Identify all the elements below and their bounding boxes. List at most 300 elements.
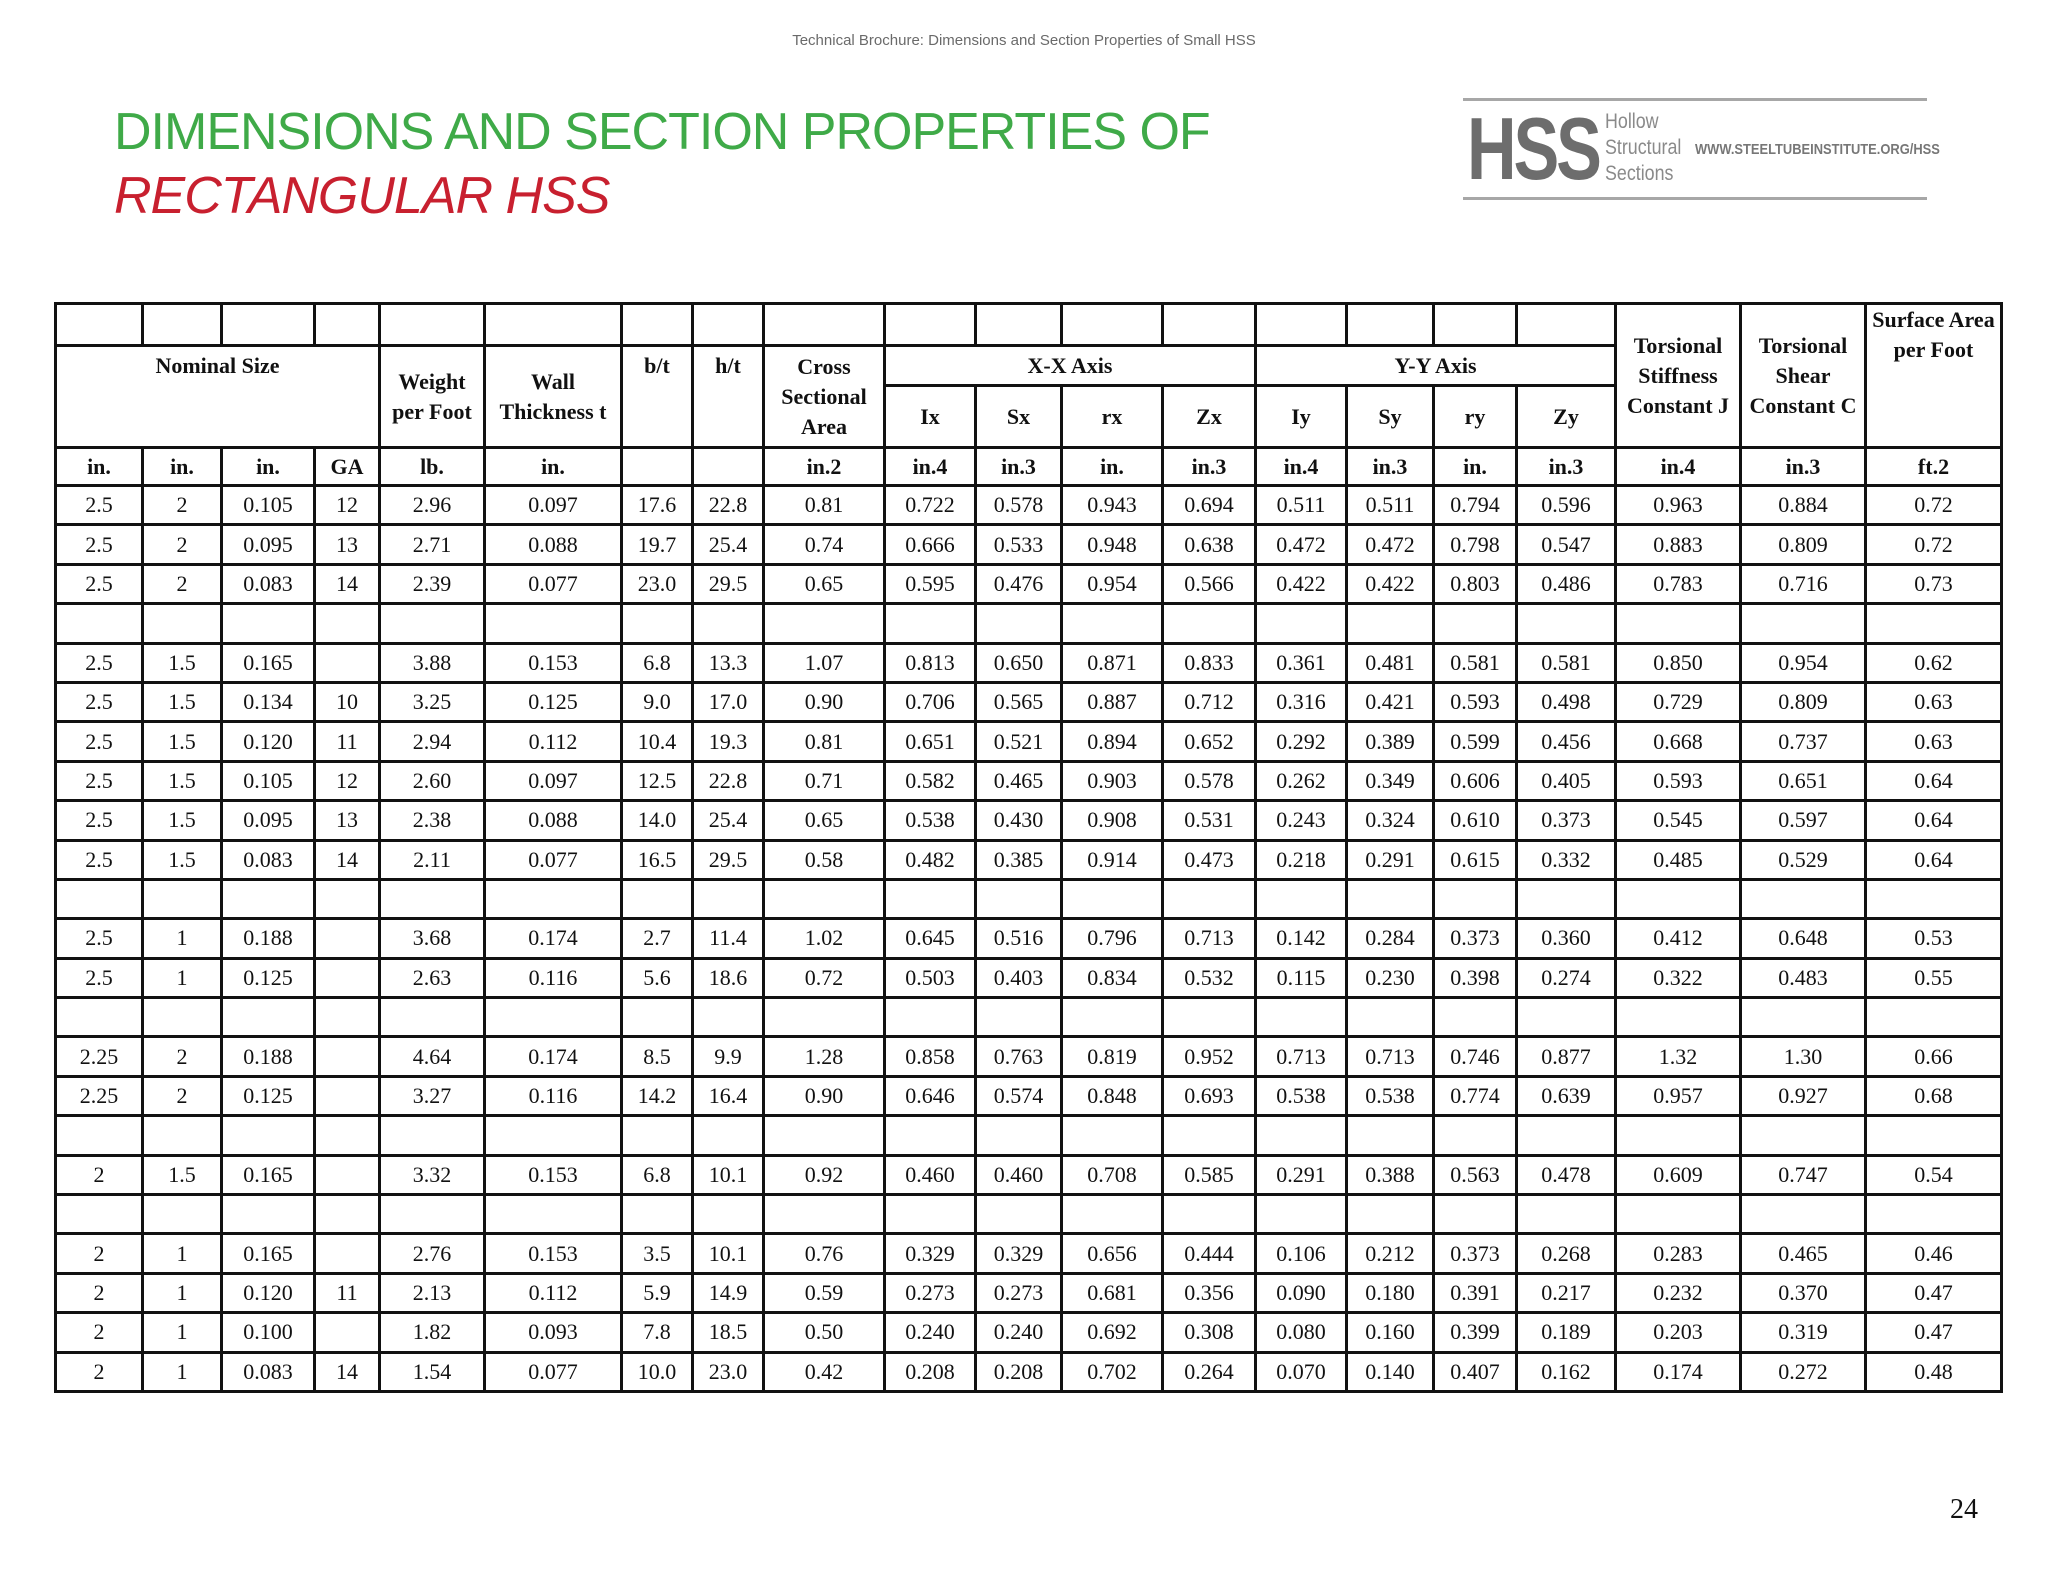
table-cell: 0.516: [976, 919, 1062, 958]
table-cell: [1616, 879, 1741, 918]
table-cell: 0.456: [1517, 722, 1616, 761]
table-cell: 29.5: [693, 840, 764, 879]
table-cell: [1616, 1195, 1741, 1234]
table-row: [56, 1313, 2002, 1352]
table-cell: 0.81: [764, 722, 885, 761]
table-cell: 14: [315, 840, 380, 879]
table-cell: [380, 998, 485, 1037]
header-blank-cell: [693, 304, 764, 346]
header-iy: Iy: [1256, 386, 1347, 448]
table-cell: 0.692: [1062, 1313, 1163, 1352]
table-cell: 1: [143, 1234, 222, 1273]
table-cell: 10.4: [622, 722, 693, 761]
hss-logo-words: [1605, 109, 1695, 187]
table-cell: 0.71: [764, 761, 885, 800]
table-cell: [693, 1116, 764, 1155]
table-cell: [1163, 998, 1256, 1037]
table-cell: [315, 998, 380, 1037]
table-cell: 0.153: [485, 643, 622, 682]
table-cell: 0.638: [1163, 525, 1256, 564]
header-surface-area: Surface Area per Foot: [1866, 304, 2002, 448]
table-cell: 0.162: [1517, 1352, 1616, 1391]
table-cell: 0.803: [1434, 564, 1517, 603]
table-cell: 0.116: [485, 1076, 622, 1115]
table-cell: 0.903: [1062, 761, 1163, 800]
table-cell: 0.093: [485, 1313, 622, 1352]
header-cross-sectional-area: Cross Sectional Area: [764, 346, 885, 448]
table-cell: 14: [315, 564, 380, 603]
table-cell: 0.848: [1062, 1076, 1163, 1115]
hss-logo-mark: HSS: [1467, 99, 1599, 198]
table-cell: 0.482: [885, 840, 976, 879]
table-cell: [1517, 1116, 1616, 1155]
table-cell: [693, 879, 764, 918]
table-cell: 0.593: [1434, 682, 1517, 721]
table-cell: [1434, 879, 1517, 918]
table-row: [56, 564, 2002, 603]
spacer-row: [56, 1195, 2002, 1234]
table-cell: 0.360: [1517, 919, 1616, 958]
table-cell: 0.083: [222, 840, 315, 879]
table-row: [56, 525, 2002, 564]
unit-cell: GA: [315, 448, 380, 486]
table-cell: 2.5: [56, 564, 143, 603]
table-cell: [485, 998, 622, 1037]
table-cell: 0.574: [976, 1076, 1062, 1115]
table-cell: [315, 1195, 380, 1234]
table-cell: 0.444: [1163, 1234, 1256, 1273]
table-cell: 0.531: [1163, 801, 1256, 840]
table-cell: [222, 998, 315, 1037]
table-cell: 0.943: [1062, 486, 1163, 525]
table-cell: 2.63: [380, 958, 485, 997]
unit-cell: in.4: [1616, 448, 1741, 486]
table-cell: 0.908: [1062, 801, 1163, 840]
table-cell: [622, 604, 693, 643]
table-cell: 0.421: [1347, 682, 1434, 721]
header-blank-cell: [1517, 304, 1616, 346]
table-cell: 0.125: [485, 682, 622, 721]
table-cell: [222, 604, 315, 643]
table-cell: 11.4: [693, 919, 764, 958]
header-blank-cell: [1062, 304, 1163, 346]
table-cell: 25.4: [693, 801, 764, 840]
unit-cell: in.3: [1163, 448, 1256, 486]
table-cell: 0.486: [1517, 564, 1616, 603]
table-cell: [976, 1195, 1062, 1234]
table-row: [56, 1076, 2002, 1115]
table-cell: [1517, 604, 1616, 643]
table-cell: 0.798: [1434, 525, 1517, 564]
table-cell: 2: [143, 1037, 222, 1076]
table-cell: [1256, 998, 1347, 1037]
header-blank-cell: [1347, 304, 1434, 346]
table-cell: 1.5: [143, 643, 222, 682]
table-cell: 0.58: [764, 840, 885, 879]
table-cell: 0.599: [1434, 722, 1517, 761]
table-cell: [56, 604, 143, 643]
table-cell: 14.9: [693, 1273, 764, 1312]
table-cell: [1616, 998, 1741, 1037]
table-cell: [380, 879, 485, 918]
table-cell: 2.5: [56, 761, 143, 800]
table-cell: 0.858: [885, 1037, 976, 1076]
table-cell: 2.13: [380, 1273, 485, 1312]
table-cell: 0.120: [222, 1273, 315, 1312]
table-cell: [1434, 1116, 1517, 1155]
table-cell: 0.648: [1741, 919, 1866, 958]
table-cell: 0.652: [1163, 722, 1256, 761]
table-cell: 0.774: [1434, 1076, 1517, 1115]
table-cell: 2: [56, 1313, 143, 1352]
table-cell: 0.083: [222, 564, 315, 603]
table-cell: 0.639: [1517, 1076, 1616, 1115]
table-cell: 0.597: [1741, 801, 1866, 840]
table-cell: 0.240: [976, 1313, 1062, 1352]
table-cell: [1866, 1116, 2002, 1155]
header-blank-cell: [143, 304, 222, 346]
table-cell: 0.963: [1616, 486, 1741, 525]
table-cell: 0.088: [485, 525, 622, 564]
table-cell: 22.8: [693, 761, 764, 800]
table-cell: 0.809: [1741, 682, 1866, 721]
table-cell: 11: [315, 1273, 380, 1312]
table-cell: 0.105: [222, 486, 315, 525]
table-cell: 0.581: [1434, 643, 1517, 682]
table-cell: [222, 1195, 315, 1234]
unit-cell: [693, 448, 764, 486]
table-cell: 0.538: [1347, 1076, 1434, 1115]
table-cell: 12: [315, 761, 380, 800]
table-cell: 0.116: [485, 958, 622, 997]
table-cell: 0.189: [1517, 1313, 1616, 1352]
table-cell: 0.460: [885, 1155, 976, 1194]
table-cell: 0.712: [1163, 682, 1256, 721]
table-cell: 1: [143, 1273, 222, 1312]
table-cell: [1062, 1195, 1163, 1234]
table-cell: [1434, 1195, 1517, 1234]
table-cell: 0.706: [885, 682, 976, 721]
table-cell: 0.65: [764, 801, 885, 840]
page-title: [114, 100, 1210, 228]
table-cell: 2.25: [56, 1037, 143, 1076]
table-cell: 0.083: [222, 1352, 315, 1391]
table-cell: 0.596: [1517, 486, 1616, 525]
table-cell: 0.610: [1434, 801, 1517, 840]
table-cell: 0.708: [1062, 1155, 1163, 1194]
table-cell: 0.729: [1616, 682, 1741, 721]
table-cell: 0.373: [1434, 1234, 1517, 1273]
table-cell: [1256, 1116, 1347, 1155]
table-cell: [885, 1116, 976, 1155]
table-cell: 0.50: [764, 1313, 885, 1352]
table-cell: 2.25: [56, 1076, 143, 1115]
table-cell: 2.5: [56, 486, 143, 525]
header-blank-cell: [56, 304, 143, 346]
table-cell: 0.385: [976, 840, 1062, 879]
spacer-row: [56, 879, 2002, 918]
table-cell: 0.585: [1163, 1155, 1256, 1194]
table-cell: 25.4: [693, 525, 764, 564]
page-number: 24: [1950, 1494, 1978, 1525]
table-row: [56, 801, 2002, 840]
table-cell: 0.388: [1347, 1155, 1434, 1194]
table-cell: 0.097: [485, 761, 622, 800]
table-cell: [315, 1037, 380, 1076]
table-row: [56, 486, 2002, 525]
table-cell: 0.217: [1517, 1273, 1616, 1312]
table-cell: 0.74: [764, 525, 885, 564]
table-cell: 0.794: [1434, 486, 1517, 525]
table-cell: 0.578: [1163, 761, 1256, 800]
table-cell: 0.877: [1517, 1037, 1616, 1076]
table-cell: 0.63: [1866, 682, 2002, 721]
table-cell: 14.0: [622, 801, 693, 840]
hss-logo-word-hollow: Hollow: [1605, 110, 1659, 133]
table-cell: 1.5: [143, 761, 222, 800]
table-cell: [764, 998, 885, 1037]
table-cell: 0.55: [1866, 958, 2002, 997]
table-cell: [315, 1116, 380, 1155]
table-cell: 0.716: [1741, 564, 1866, 603]
table-cell: 0.283: [1616, 1234, 1741, 1273]
table-cell: 2.5: [56, 643, 143, 682]
table-cell: 0.070: [1256, 1352, 1347, 1391]
table-cell: 2.5: [56, 722, 143, 761]
table-cell: 0.64: [1866, 801, 2002, 840]
table-cell: 0.422: [1256, 564, 1347, 603]
table-cell: 0.272: [1741, 1352, 1866, 1391]
table-cell: [622, 1116, 693, 1155]
table-cell: 2: [143, 1076, 222, 1115]
table-cell: [764, 1195, 885, 1234]
table-cell: [622, 879, 693, 918]
table-cell: [315, 958, 380, 997]
table-cell: 0.174: [1616, 1352, 1741, 1391]
table-cell: [315, 879, 380, 918]
unit-cell: lb.: [380, 448, 485, 486]
table-cell: 16.4: [693, 1076, 764, 1115]
header-blank-cell: [1434, 304, 1517, 346]
table-cell: 0.927: [1741, 1076, 1866, 1115]
spacer-row: [56, 604, 2002, 643]
table-cell: [976, 1116, 1062, 1155]
table-cell: 0.389: [1347, 722, 1434, 761]
table-cell: 0.478: [1517, 1155, 1616, 1194]
table-cell: 11: [315, 722, 380, 761]
table-cell: 0.809: [1741, 525, 1866, 564]
table-cell: 0.212: [1347, 1234, 1434, 1273]
unit-cell: in.2: [764, 448, 885, 486]
table-cell: 0.64: [1866, 761, 2002, 800]
table-cell: 0.264: [1163, 1352, 1256, 1391]
table-cell: 0.329: [885, 1234, 976, 1273]
table-cell: [1256, 879, 1347, 918]
table-cell: [764, 879, 885, 918]
table-cell: [1434, 998, 1517, 1037]
table-cell: 0.398: [1434, 958, 1517, 997]
table-cell: 0.565: [976, 682, 1062, 721]
table-cell: 1.54: [380, 1352, 485, 1391]
hss-logo-word-structural: Structural: [1605, 136, 1682, 159]
table-cell: 0.65: [764, 564, 885, 603]
table-cell: 0.42: [764, 1352, 885, 1391]
table-row: [56, 840, 2002, 879]
table-cell: 0.532: [1163, 958, 1256, 997]
table-cell: 10.1: [693, 1155, 764, 1194]
table-cell: 0.954: [1062, 564, 1163, 603]
header-yy-axis: Y-Y Axis: [1256, 346, 1616, 386]
table-cell: [693, 1195, 764, 1234]
table-cell: [1062, 998, 1163, 1037]
table-cell: 9.9: [693, 1037, 764, 1076]
table-cell: 0.498: [1517, 682, 1616, 721]
table-cell: 0.324: [1347, 801, 1434, 840]
table-cell: 0.243: [1256, 801, 1347, 840]
table-cell: [315, 1155, 380, 1194]
header-blank-cell: [622, 304, 693, 346]
header-blank-cell: [1256, 304, 1347, 346]
table-cell: 0.68: [1866, 1076, 2002, 1115]
table-cell: 0.666: [885, 525, 976, 564]
table-cell: 1: [143, 919, 222, 958]
table-cell: [976, 604, 1062, 643]
table-cell: 0.322: [1616, 958, 1741, 997]
table-cell: 0.713: [1163, 919, 1256, 958]
table-cell: 0.284: [1347, 919, 1434, 958]
header-ix: Ix: [885, 386, 976, 448]
table-cell: 0.240: [885, 1313, 976, 1352]
header-ht: h/t: [693, 346, 764, 448]
table-cell: 1.5: [143, 1155, 222, 1194]
table-cell: 0.81: [764, 486, 885, 525]
table-cell: 0.274: [1517, 958, 1616, 997]
table-cell: 2.5: [56, 958, 143, 997]
table-cell: 2.76: [380, 1234, 485, 1273]
table-cell: 0.095: [222, 525, 315, 564]
table-cell: 0.606: [1434, 761, 1517, 800]
table-cell: 0.53: [1866, 919, 2002, 958]
table-cell: [1517, 879, 1616, 918]
unit-cell: in.: [485, 448, 622, 486]
table-cell: 2.5: [56, 801, 143, 840]
table-cell: 2.5: [56, 840, 143, 879]
table-cell: 0.595: [885, 564, 976, 603]
table-cell: [1347, 879, 1434, 918]
table-cell: 0.208: [976, 1352, 1062, 1391]
table-cell: 8.5: [622, 1037, 693, 1076]
table-cell: 0.66: [1866, 1037, 2002, 1076]
table-row: [56, 643, 2002, 682]
header-blank-cell: [885, 304, 976, 346]
table-cell: 0.291: [1256, 1155, 1347, 1194]
table-cell: 0.112: [485, 722, 622, 761]
table-cell: 10.0: [622, 1352, 693, 1391]
table-cell: 0.142: [1256, 919, 1347, 958]
table-cell: 4.64: [380, 1037, 485, 1076]
table-cell: 0.90: [764, 1076, 885, 1115]
table-cell: 12: [315, 486, 380, 525]
table-cell: 2.39: [380, 564, 485, 603]
table-cell: 0.373: [1517, 801, 1616, 840]
table-cell: 18.5: [693, 1313, 764, 1352]
table-cell: 0.92: [764, 1155, 885, 1194]
table-cell: 0.316: [1256, 682, 1347, 721]
table-cell: [1517, 998, 1616, 1037]
table-cell: 0.332: [1517, 840, 1616, 879]
table-cell: [622, 998, 693, 1037]
table-cell: 10: [315, 682, 380, 721]
table-cell: 0.645: [885, 919, 976, 958]
table-cell: 0.485: [1616, 840, 1741, 879]
table-cell: 0.656: [1062, 1234, 1163, 1273]
table-cell: 0.954: [1741, 643, 1866, 682]
table-cell: 0.545: [1616, 801, 1741, 840]
table-cell: 0.329: [976, 1234, 1062, 1273]
table-cell: 0.511: [1256, 486, 1347, 525]
table-cell: 0.566: [1163, 564, 1256, 603]
table-cell: 0.503: [885, 958, 976, 997]
table-cell: 0.72: [1866, 525, 2002, 564]
table-cell: 0.957: [1616, 1076, 1741, 1115]
table-cell: 17.0: [693, 682, 764, 721]
header-bt: b/t: [622, 346, 693, 448]
table-cell: 0.511: [1347, 486, 1434, 525]
table-cell: 0.218: [1256, 840, 1347, 879]
table-cell: 0.105: [222, 761, 315, 800]
table-cell: 1: [143, 1352, 222, 1391]
table-cell: 0.693: [1163, 1076, 1256, 1115]
table-cell: [976, 879, 1062, 918]
unit-cell: in.: [1434, 448, 1517, 486]
table-cell: 0.547: [1517, 525, 1616, 564]
table-cell: 2.5: [56, 682, 143, 721]
table-cell: 0.651: [1741, 761, 1866, 800]
unit-cell: in.: [1062, 448, 1163, 486]
table-cell: 0.174: [485, 919, 622, 958]
table-cell: 0.361: [1256, 643, 1347, 682]
table-cell: [1741, 1116, 1866, 1155]
table-cell: 0.080: [1256, 1313, 1347, 1352]
unit-cell: in.: [143, 448, 222, 486]
header-torsional-stiffness: Torsional Stiffness Constant J: [1616, 304, 1741, 448]
table-row: [56, 682, 2002, 721]
table-cell: [764, 604, 885, 643]
table-cell: 0.088: [485, 801, 622, 840]
table-cell: 0.399: [1434, 1313, 1517, 1352]
table-cell: 0.465: [976, 761, 1062, 800]
table-cell: 0.62: [1866, 643, 2002, 682]
hss-logo-word-sections: Sections: [1605, 162, 1674, 185]
table-cell: 0.165: [222, 1155, 315, 1194]
table-cell: 0.952: [1163, 1037, 1256, 1076]
table-cell: 0.593: [1616, 761, 1741, 800]
table-cell: [143, 604, 222, 643]
table-cell: 2: [143, 525, 222, 564]
table-cell: 0.538: [885, 801, 976, 840]
header-zy: Zy: [1517, 386, 1616, 448]
table-cell: 0.54: [1866, 1155, 2002, 1194]
table-cell: 0.819: [1062, 1037, 1163, 1076]
table-cell: [315, 1234, 380, 1273]
table-cell: 1.5: [143, 722, 222, 761]
table-cell: 0.370: [1741, 1273, 1866, 1312]
table-cell: 3.27: [380, 1076, 485, 1115]
table-cell: 0.948: [1062, 525, 1163, 564]
table-cell: [885, 998, 976, 1037]
table-cell: 5.6: [622, 958, 693, 997]
unit-cell: ft.2: [1866, 448, 2002, 486]
